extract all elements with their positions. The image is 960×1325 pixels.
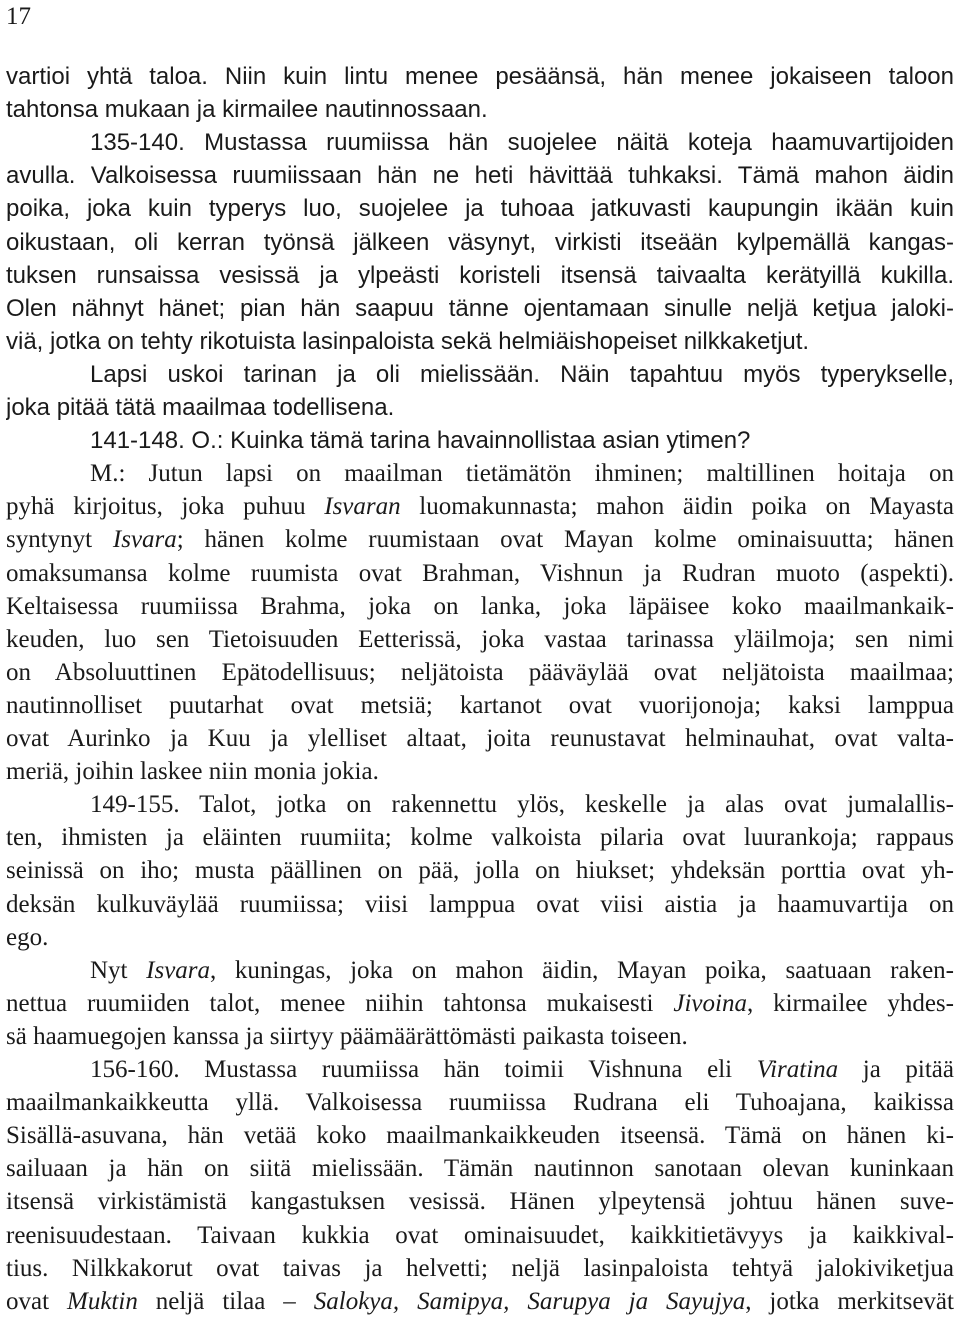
text-line (6, 93, 954, 127)
text-line (6, 1185, 954, 1219)
line-text: syntynyt (6, 526, 113, 554)
text-line (6, 689, 954, 723)
text-line (6, 325, 954, 359)
line-text: avulla. Valkoisessa ruumiissaan hän ne heti hävittää tuhkaksi. Tämä mahon äidin (6, 162, 954, 190)
line-text: tuksen runsaissa vesissä ja ylpeästi koristeli itsensä taivaalta kerätyillä kukilla. (6, 261, 954, 289)
line-text: tahtonsa mukaan ja kirmailee nautinnossaan. (6, 96, 488, 124)
text-line (6, 259, 954, 293)
line-text: sailuaan ja hän on siitä mielissään. Tämän nautinnon sanotaan olevan kuninkaan (6, 1155, 954, 1183)
italic-term: Viratina (756, 1056, 839, 1083)
line-text: reenisuudestaan. Taivaan kukkia ovat ominaisuudet, kaikkitietävyys ja kaikkival- (6, 1221, 954, 1249)
line-text: meriä, joihin laskee niin monia jokia. (6, 758, 379, 786)
line-text: neljä tilaa – (137, 1287, 314, 1315)
line-text: Nyt (90, 956, 147, 984)
line-text: on Absoluuttinen Epätodellisuus; neljätoista pääväylää ovat neljätoista maailmaa; (6, 658, 954, 686)
italic-term: Jivoina (673, 989, 747, 1017)
italic-term: Isvaran (324, 493, 401, 521)
text-line (6, 226, 954, 260)
text-line (6, 490, 954, 524)
line-text: , kuningas, joka on mahon äidin, Mayan poika, saatuaan raken- (210, 956, 954, 984)
italic-term: Isvara (146, 956, 211, 984)
text-line (6, 821, 954, 855)
italic-term: Isvara (112, 526, 177, 554)
line-text: Olen nähnyt hänet; pian hän saapuu tänne ojentamaan sinulle neljä ketjua jaloki- (6, 294, 954, 322)
line-text: tius. Nilkkakorut ovat taivas ja helvetti; neljä lasinpaloista tehtyä jalokiviketjua (6, 1254, 954, 1282)
line-text: luomakunnasta; mahon äidin poika on Mayasta (400, 493, 954, 521)
text-line (6, 523, 954, 557)
line-text: ten, ihmisten ja eläinten ruumiita; kolme valkoista pilaria ovat luurankoja; rappaus (6, 824, 954, 852)
text-line (6, 1252, 954, 1286)
line-text: nettua ruumiiden talot, menee niihin tahtonsa mukaisesti (6, 989, 674, 1017)
line-text: omaksumansa kolme ruumista ovat Brahman, Vishnun ja Rudran muoto (aspekti). (6, 559, 954, 587)
text-line (90, 358, 954, 392)
line-text: , kirmailee yhdes- (746, 989, 954, 1017)
text-line (6, 623, 954, 657)
line-text: seinissä on iho; musta päällinen on pää, jolla on hiukset; yhdeksän porttia ovat yh- (6, 857, 954, 885)
italic-term: Muktin (67, 1287, 138, 1315)
line-text: Keltaisessa ruumiissa Brahma, joka on lanka, joka läpäisee koko maailmankaik- (6, 592, 954, 620)
line-text: ; hänen kolme ruumistaan ovat Mayan kolme ominaisuutta; hänen (176, 526, 954, 554)
text-line (6, 854, 954, 888)
line-text: keuden, luo sen Tietoisuuden Eetterissä, joka vastaa tarinassa yläilmoja; sen nimi (6, 625, 954, 653)
text-line (6, 987, 954, 1021)
text-line (6, 391, 954, 425)
text-line (90, 788, 954, 822)
line-text: 141-148. O.: Kuinka tämä tarina havainnollistaa asian ytimen? (90, 427, 751, 455)
text-line (6, 921, 954, 955)
text-line (90, 126, 954, 160)
text-line (6, 1086, 954, 1120)
italic-term: Salokya, Samipya, Sarupya ja Sayujya (313, 1287, 746, 1315)
page-number: 17 (6, 3, 31, 30)
line-text: M.: Jutun lapsi on maailman tietämätön ihminen; maltillinen hoitaja on (90, 460, 954, 488)
line-text: ja pitää (838, 1056, 954, 1083)
text-line (6, 192, 954, 226)
line-text: sä haamuegojen kanssa ja siirtyy päämäärättömästi paikasta toiseen. (6, 1022, 688, 1050)
text-line (6, 1119, 954, 1153)
text-line (6, 159, 954, 193)
line-text: joka pitää tätä maailmaa todellisena. (6, 394, 395, 421)
text-line (6, 656, 954, 690)
text-line (6, 590, 954, 624)
line-text: Sisällä-asuvana, hän vetää koko maailmankaikkeuden itseensä. Tämä on hänen ki- (6, 1122, 954, 1150)
text-line (6, 1219, 954, 1253)
text-line (6, 292, 954, 326)
line-text: oikustaan, oli kerran työnsä jälkeen väsynyt, virkisti itseään kylpemällä kangas- (6, 228, 954, 256)
line-text: Lapsi uskoi tarinan ja oli mielissään. Näin tapahtuu myös typerykselle, (90, 360, 954, 388)
line-text: itsensä virkistämistä kangastuksen vesissä. Hänen ylpeytensä johtuu hänen suve- (6, 1188, 954, 1216)
line-text: ovat Aurinko ja Kuu ja ylelliset altaat, joita reunustavat helminauhat, ovat valta- (6, 725, 954, 752)
text-line (90, 457, 954, 491)
text-line (90, 1053, 954, 1087)
line-text: viä, jotka on tehty rikotuista lasinpaloista sekä helmiäishopeiset nilkkaketjut. (6, 327, 810, 355)
line-text: poika, joka kuin typerys luo, suojelee ja tuhoaa jatkuvasti kaupungin ikään kuin (6, 195, 954, 223)
line-text: , jotka merkitsevät (745, 1287, 954, 1315)
line-text: 156-160. Mustassa ruumiissa hän toimii Vishnuna eli (90, 1056, 757, 1083)
text-line (90, 954, 954, 988)
text-line (6, 1152, 954, 1186)
line-text: ovat (6, 1287, 67, 1315)
text-line (6, 755, 954, 789)
text-line (6, 888, 954, 922)
text-line (6, 722, 954, 756)
line-text: nautinnolliset puutarhat ovat metsiä; kartanot ovat vuorijonoja; kaksi lamppua (6, 691, 954, 719)
text-line (6, 557, 954, 591)
line-text: maailmankaikkeutta yllä. Valkoisessa ruumiissa Rudrana eli Tuhoajana, kaikissa (6, 1089, 954, 1117)
line-text: 149-155. Talot, jotka on rakennettu ylös, keskelle ja alas ovat jumalallis- (90, 791, 954, 819)
line-text: vartioi yhtä taloa. Niin kuin lintu menee pesäänsä, hän menee jokaiseen taloon (6, 63, 954, 90)
text-line (6, 60, 954, 94)
line-text: deksän kulkuväylää ruumiissa; viisi lamppua ovat viisi aistia ja haamuvartija on (6, 890, 954, 918)
text-line (90, 424, 954, 458)
line-text: ego. (6, 923, 49, 951)
line-text: 135-140. Mustassa ruumiissa hän suojelee näitä koteja haamuvartijoiden (90, 129, 954, 157)
line-text: pyhä kirjoitus, joka puhuu (6, 493, 325, 521)
text-line (6, 1020, 954, 1054)
text-line (6, 1285, 954, 1319)
